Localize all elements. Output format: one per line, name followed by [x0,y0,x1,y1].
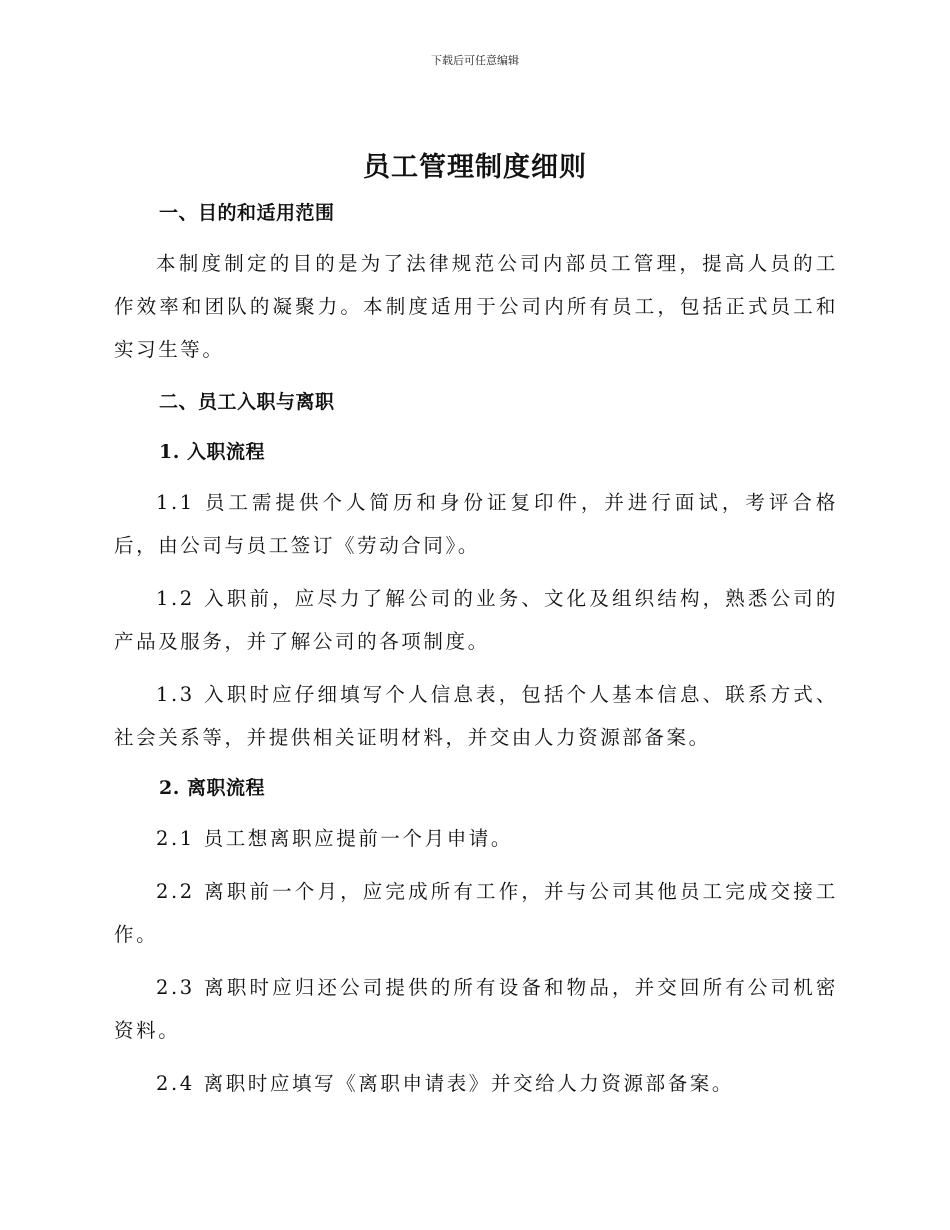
list-item: 2.2 离职前一个月，应完成所有工作，并与公司其他员工完成交接工作。 [114,880,838,946]
document-title: 员工管理制度细则 [363,152,587,183]
subsection-heading-offboarding: 2. 离职流程 [159,777,265,799]
list-item: 1.2 入职前，应尽力了解公司的业务、文化及组织结构，熟悉公司的产品及服务，并了解公司的各项制度。 [114,587,838,653]
list-item: 2.1 员工想离职应提前一个月申请。 [156,827,514,850]
section-heading-purpose: 一、目的和适用范围 [159,202,335,224]
list-item: 2.4 离职时应填写《离职申请表》并交给人力资源部备案。 [156,1072,735,1095]
paragraph-purpose: 本制度制定的目的是为了法律规范公司内部员工管理，提高人员的工作效率和团队的凝聚力。本制度适用于公司内所有员工，包括正式员工和实习生等。 [114,252,838,361]
document-body [114,194,838,1105]
list-item: 1.3 入职时应仔细填写个人信息表，包括个人基本信息、联系方式、社会关系等，并提供相关证明材料，并交由人力资源部备案。 [114,683,838,749]
header-note: 下载后可任意编辑 [431,54,519,67]
list-item: 2.3 离职时应归还公司提供的所有设备和物品，并交回所有公司机密资料。 [114,976,838,1042]
list-item: 1.1 员工需提供个人简历和身份证复印件，并进行面试，考评合格后，由公司与员工签订《劳动合同》。 [114,491,838,557]
subsection-heading-onboarding: 1. 入职流程 [159,441,265,463]
section-heading-onboarding-offboarding: 二、员工入职与离职 [159,391,335,413]
